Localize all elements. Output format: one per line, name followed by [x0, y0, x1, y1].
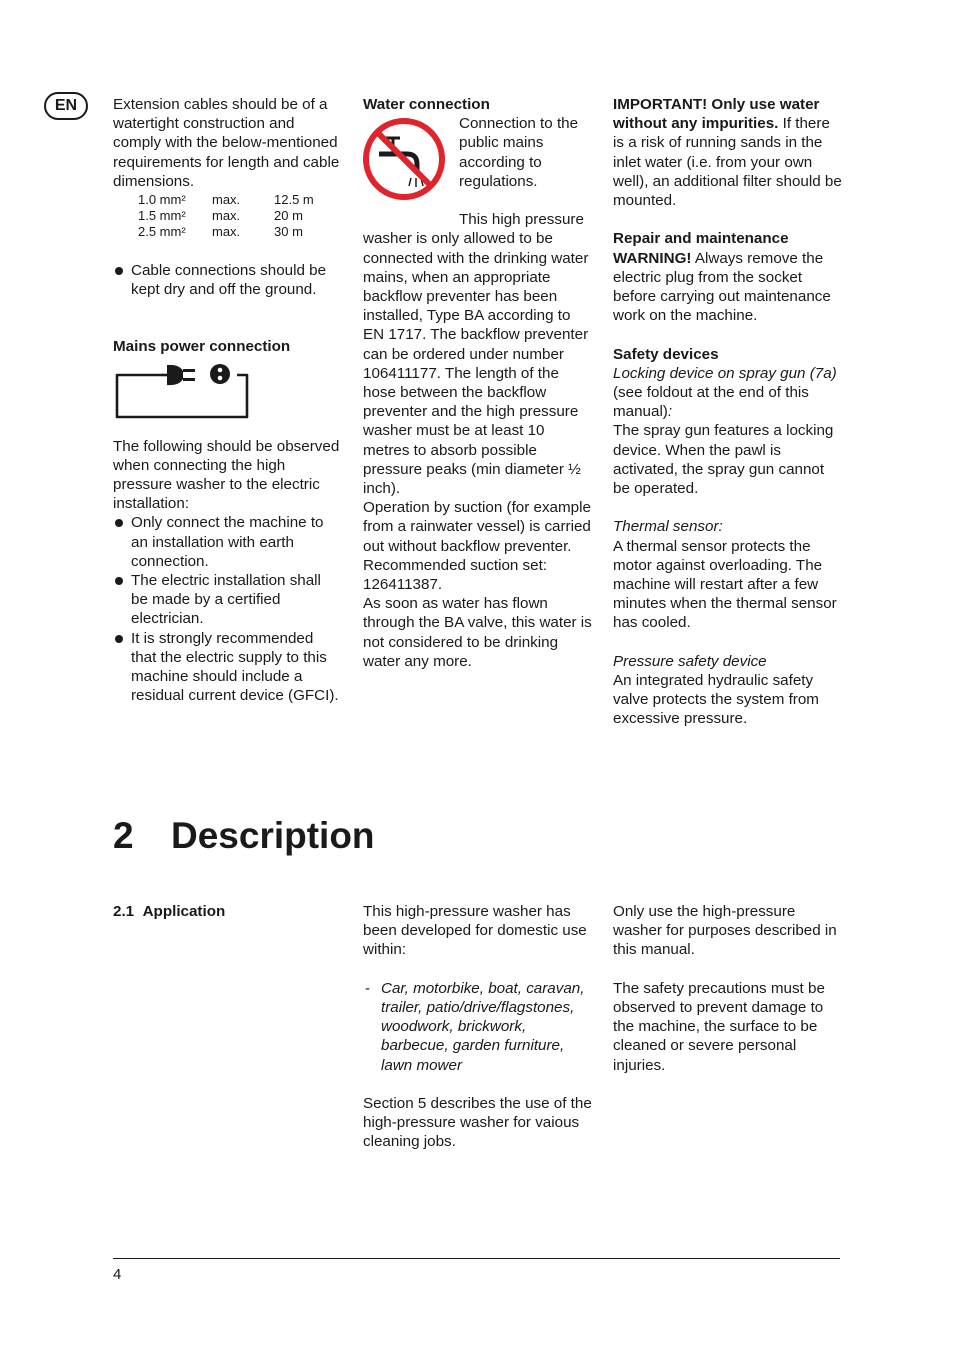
mains-bullet: It is strongly recommended that the electric supply to this machine should include a residual current device (GFCI).	[113, 629, 341, 706]
application-middle	[363, 902, 593, 1152]
subsection-number: 2.1	[113, 903, 135, 920]
pressure-text: An integrated hydraulic safety valve protects the system from excessive pressure.	[613, 672, 819, 728]
cable-limit-cell: max.	[212, 208, 241, 224]
mains-intro: The following should be observed when connecting the high pressure washer to the electric installation:	[113, 437, 340, 513]
subsection-heading	[113, 902, 341, 921]
column-middle	[363, 95, 593, 671]
water-p3: Operation by suction (for example from a rainwater vessel) is carried out without backflow preventer. Recommended suction set: 126411387.	[363, 499, 591, 594]
mains-bullet: Only connect the machine to an installation with earth connection.	[113, 513, 341, 571]
safety-heading: Safety devices	[613, 345, 719, 363]
cable-size-cell: 1.0 mm²	[138, 192, 186, 208]
cable-size-cell: 2.5 mm²	[138, 224, 186, 240]
section-heading	[113, 812, 375, 860]
cable-length-cell: 12.5 m	[274, 192, 314, 208]
application-list-item: - Car, motorbike, boat, caravan, trailer, patio/drive/flagstones, woodwork, brickwork, barbecue, garden furniture, lawn mower	[365, 979, 585, 1074]
application-intro: This high-pressure washer has been developed for domestic use within:	[363, 903, 587, 959]
cable-length-cell: 20 m	[274, 208, 303, 224]
important-note: IMPORTANT! Only use water without any impurities. If there is a risk of running sands in the inlet water (i.e. from your own well), an additional filter should be mounted.	[613, 96, 842, 210]
application-right	[613, 902, 843, 1075]
mains-heading: Mains power connection	[113, 338, 291, 356]
mains-bullet: The electric installation shall be made by a certified electrician.	[113, 571, 341, 629]
section-number: 2	[113, 815, 134, 856]
cable-size-cell: 1.5 mm²	[138, 208, 186, 224]
water-p1: Connection to the public mains according to regulations.	[459, 115, 579, 190]
thermal-text: A thermal sensor protects the motor against overloading. The machine will restart after a few minutes when the thermal sensor has cooled.	[613, 537, 837, 632]
cable-table	[138, 192, 334, 240]
subsection-title: Application	[142, 903, 226, 920]
section-title: Description	[171, 815, 375, 856]
cable-row	[138, 192, 334, 208]
thermal-heading: Thermal sensor:	[613, 518, 723, 536]
application-safety: The safety precautions must be observed to prevent damage to the machine, the surface to be cleaned or severe personal injuries.	[613, 979, 825, 1074]
column-right	[613, 95, 843, 729]
water-heading: Water connection	[363, 96, 490, 113]
footer-divider	[113, 1258, 840, 1259]
locking-heading: Locking device on spray gun (7a) (see foldout at the end of this manual):	[613, 364, 837, 421]
cable-row	[138, 224, 334, 240]
application-section-ref: Section 5 describes the use of the high-pressure washer for vaious cleaning jobs.	[363, 1095, 592, 1151]
warning-note: WARNING! Always remove the electric plug from the socket before carrying out maintenance work on the machine.	[613, 249, 831, 325]
cable-bullet: Cable connections should be kept dry and off the ground.	[113, 261, 341, 299]
cable-length-cell: 30 m	[274, 224, 303, 240]
water-p2: This high pressure washer is only allowed to be connected with the drinking water mains, when an appropriate backflow preventer has been installed, Type BA according to EN 1717. The backflow preventer can be ordered under number 106411177. The length of the hose between the backflow preventer and the high pressure washer must be at least 10 metres to absorb possible pressure peaks (min diameter ½ inch).	[363, 211, 589, 498]
mains-plug-icon	[113, 361, 251, 423]
cable-limit-cell: max.	[212, 224, 241, 240]
extension-cable-intro: Extension cables should be of a watertight construction and comply with the below-mentioned requirements for length and cable dimensions.	[113, 96, 340, 190]
cable-limit-cell: max.	[212, 192, 241, 208]
column-left	[113, 95, 341, 705]
page-number: 4	[113, 1266, 122, 1283]
pressure-heading: Pressure safety device	[613, 652, 767, 670]
no-drinking-water-icon	[361, 116, 447, 202]
application-purpose: Only use the high-pressure washer for purposes described in this manual.	[613, 903, 837, 959]
water-p4: As soon as water has flown through the BA valve, this water is not considered to be drinking water any more.	[363, 595, 592, 670]
locking-text: The spray gun features a locking device. When the pawl is activated, the spray gun cannot be operated.	[613, 422, 834, 498]
cable-row	[138, 208, 334, 224]
language-badge: EN	[44, 92, 88, 120]
repair-heading: Repair and maintenance	[613, 230, 789, 248]
